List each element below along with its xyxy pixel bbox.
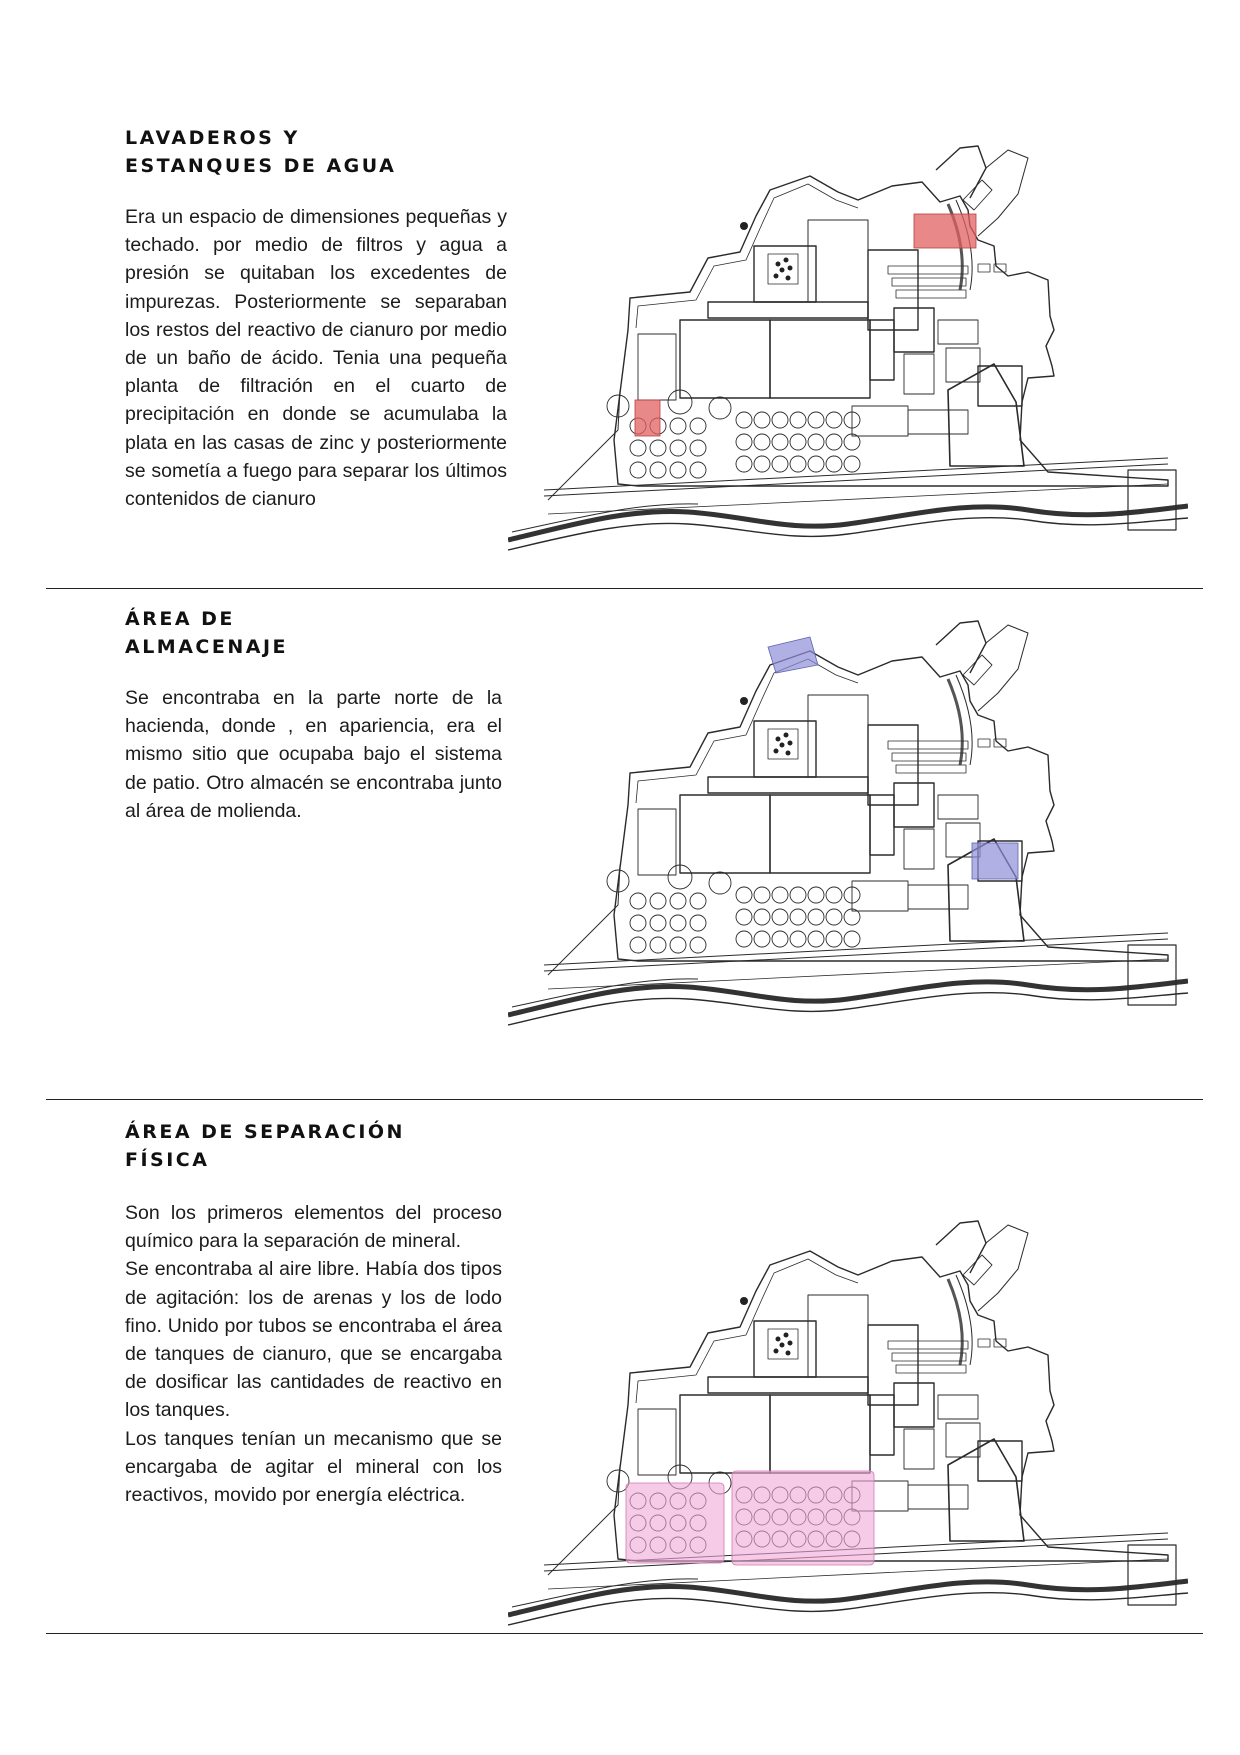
highlight-separation-sand-tanks bbox=[626, 1483, 724, 1563]
site-plan-separation-area bbox=[508, 1215, 1188, 1635]
section-3-paragraph-2: Se encontraba al aire libre. Había dos tipos de agitación: los de arenas y los de lodo fino. Unido por tubos se encontraba el área de tanques de cianuro, que se encargaba de dosificar las cantidades de reactivo en los tanques. bbox=[125, 1258, 502, 1422]
divider-3 bbox=[46, 1633, 1203, 1634]
section-1-heading-line-2: ESTANQUES DE AGUA bbox=[125, 155, 397, 177]
site-plan-washing-area bbox=[508, 140, 1188, 560]
section-1-body bbox=[125, 203, 507, 513]
section-1-paragraph-1: Era un espacio de dimensiones pequeñas y techado. por medio de filtros y agua a presión se quitaban los excedentes de impurezas. Posteriormente se separaban los restos del reactivo de cianuro por medio de un baño de ácido. Tenia una pequeña planta de filtración en el cuarto de precipitación en donde se acumulaba la plata en las casas de zinc y posteriormente se sometía a fuego para separar los últimos contenidos de cianuro bbox=[125, 206, 507, 511]
divider-2 bbox=[46, 1099, 1203, 1100]
section-1-heading-line-1: LAVADEROS Y bbox=[125, 127, 300, 149]
section-3-body bbox=[125, 1199, 502, 1509]
section-3-heading-line-2: FÍSICA bbox=[125, 1149, 210, 1171]
section-3-paragraph-1: Son los primeros elementos del proceso químico para la separación de mineral. bbox=[125, 1202, 502, 1253]
site-plan-storage-area bbox=[508, 615, 1188, 1035]
highlight-storage-north bbox=[768, 637, 818, 673]
section-3-heading bbox=[125, 1118, 405, 1174]
highlight-separation-slime-tanks bbox=[732, 1471, 874, 1565]
highlight-washers-water-tanks bbox=[914, 214, 976, 248]
divider-1 bbox=[46, 588, 1203, 589]
section-2-body bbox=[125, 684, 502, 825]
highlight-washers-filter-room bbox=[635, 400, 660, 436]
section-2-heading-line-1: ÁREA DE bbox=[125, 608, 235, 630]
section-2-heading-line-2: ALMACENAJE bbox=[125, 636, 289, 658]
section-2-paragraph-1: Se encontraba en la parte norte de la hacienda, donde , en apariencia, era el mismo sitio que ocupaba bajo el sistema de patio. Otro almacén se encontraba junto al área de molienda. bbox=[125, 687, 502, 822]
section-3-heading-line-1: ÁREA DE SEPARACIÓN bbox=[125, 1121, 405, 1143]
section-1-heading bbox=[125, 124, 396, 180]
section-2-heading bbox=[125, 605, 288, 661]
section-3-paragraph-3: Los tanques tenían un mecanismo que se encargaba de agitar el mineral con los reactivos, movido por energía eléctrica. bbox=[125, 1427, 502, 1507]
highlight-storage-store-room bbox=[972, 843, 1018, 879]
